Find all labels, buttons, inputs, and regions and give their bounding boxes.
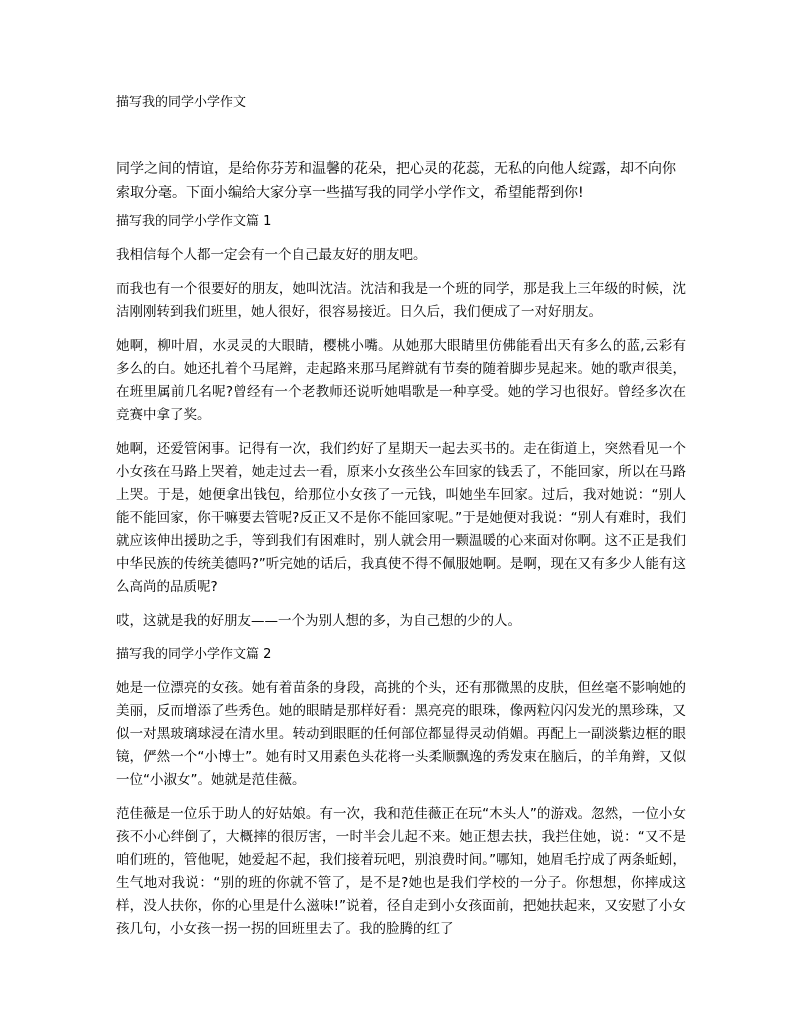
body-paragraph: 我相信每个人都一定会有一个自己最友好的朋友吧。: [116, 247, 427, 263]
body-paragraph: 她是一位漂亮的女孩。她有着苗条的身段，高挑的个头，还有那微黑的皮肤，但丝毫不影响她的美丽，反而增添了些秀色。她的眼睛是那样好看：黑亮亮的眼珠，像两粒闪闪发光的黑珍珠，又似一对黑玻璃球浸在清水里。转动到眼眶的任何部位都显得灵动俏媚。再配上一副淡紫边框的眼镜，俨然一个“小博士”。她有时又用素色头花将一头柔顺飘逸的秀发束在脑后，的羊角辫，又似一位“小淑女”。她就是范佳薇。: [116, 680, 686, 788]
essay-section-1: [116, 211, 686, 633]
body-paragraph: 而我也有一个很要好的朋友，她叫沈洁。沈洁和我是一个班的同学，那是我上三年级的时候，沈洁刚刚转到我们班里，她人很好，很容易接近。日久后，我们便成了一对好朋友。: [116, 281, 686, 320]
body-paragraph: 她啊，柳叶眉，水灵灵的大眼睛，樱桃小嘴。从她那大眼睛里仿佛能看出天有多么的蓝,云彩有多么的白。她还扎着个马尾辫，走起路来那马尾辫就有节奏的随着脚步晃起来。她的歌声很美，在班里属前几名呢?曾经有一个老教师还说听她唱歌是一种享受。她的学习也很好。曾经多次在竞赛中拿了奖。: [116, 338, 686, 423]
document-body: [116, 211, 686, 952]
section-heading: 描写我的同学小学作文篇 2: [116, 647, 272, 662]
document-title: 描写我的同学小学作文: [116, 95, 247, 110]
essay-section-2: [116, 644, 686, 941]
body-paragraph: 哎，这就是我的好朋友——一个为别人想的多，为自己想的少的人。: [116, 613, 521, 629]
intro-paragraph: 同学之间的情谊，是给你芬芳和温馨的花朵，把心灵的花蕊，无私的向他人绽露，却不向你索取分毫。下面小编给大家分享一些描写我的同学小学作文，希望能帮到你!: [116, 161, 676, 201]
body-paragraph: 范佳薇是一位乐于助人的好姑娘。有一次，我和范佳薇正在玩“木头人”的游戏。忽然，一位小女孩不小心绊倒了，大概摔的很厉害，一时半会儿起不来。她正想去扶，我拦住她，说：“又不是咱们班的，管他呢，她爱起不起，我们接着玩吧，别浪费时间。”哪知，她眉毛拧成了两条蚯蚓，生气地对我说：“别的班的你就不管了，是不是?她也是我们学校的一分子。你想想，你摔成这样，没人扶你，你的心里是什么滋味!”说着，径自走到小女孩面前，把她扶起来，又安慰了小女孩几句，小女孩一拐一拐的回班里去了。我的脸腾的红了: [116, 806, 686, 937]
section-heading: 描写我的同学小学作文篇 1: [116, 214, 272, 229]
body-paragraph: 她啊，还爱管闲事。记得有一次，我们约好了星期天一起去买书的。走在街道上，突然看见一个小女孩在马路上哭着，她走过去一看，原来小女孩坐公车回家的钱丢了，不能回家，所以在马路上哭。于是，她便拿出钱包，给那位小女孩了一元钱，叫她坐车回家。过后，我对她说：“别人能不能回家，你干嘛要去管呢?反正又不是你不能回家呢。”于是她便对我说：“别人有难时，我们就应该伸出援助之手，等到我们有困难时，别人就会用一颗温暖的心来面对你啊。这不正是我们中华民族的传统美德吗?”听完她的话后，我真使不得不佩服她啊。是啊，现在又有多少人能有这么高尚的品质呢?: [116, 441, 686, 595]
